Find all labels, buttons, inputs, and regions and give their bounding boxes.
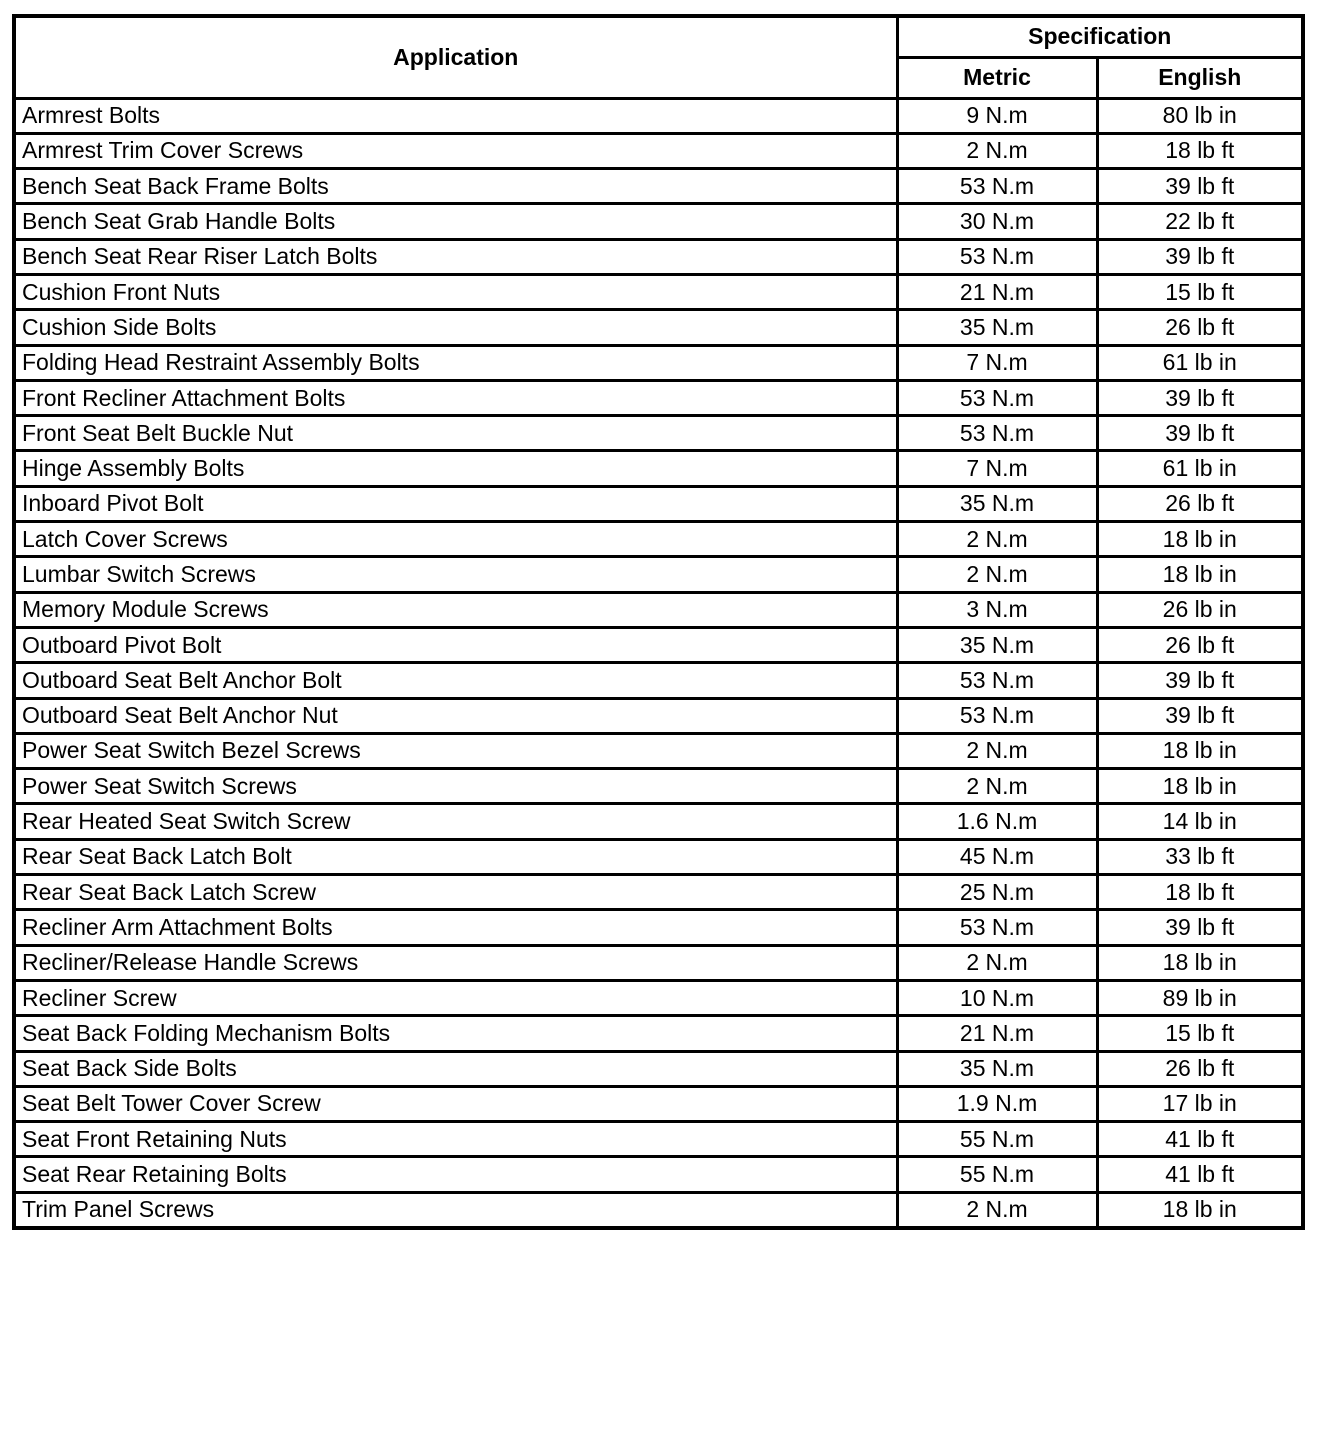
application-cell: Cushion Side Bolts — [14, 310, 897, 345]
table-header — [14, 16, 1303, 98]
metric-cell: 53 N.m — [897, 910, 1097, 945]
table-row — [14, 274, 1303, 309]
table-row — [14, 451, 1303, 486]
table-row — [14, 1192, 1303, 1227]
application-cell: Seat Belt Tower Cover Screw — [14, 1086, 897, 1121]
english-cell: 26 lb ft — [1097, 310, 1303, 345]
application-cell: Bench Seat Grab Handle Bolts — [14, 204, 897, 239]
english-cell: 41 lb ft — [1097, 1122, 1303, 1157]
table-row — [14, 380, 1303, 415]
english-cell: 89 lb in — [1097, 980, 1303, 1015]
application-cell: Seat Back Side Bolts — [14, 1051, 897, 1086]
metric-cell: 53 N.m — [897, 663, 1097, 698]
application-cell: Seat Back Folding Mechanism Bolts — [14, 1016, 897, 1051]
english-cell: 14 lb in — [1097, 804, 1303, 839]
metric-cell: 53 N.m — [897, 169, 1097, 204]
english-cell: 33 lb ft — [1097, 839, 1303, 874]
table-row — [14, 804, 1303, 839]
table-row — [14, 663, 1303, 698]
application-cell: Bench Seat Rear Riser Latch Bolts — [14, 239, 897, 274]
application-cell: Front Seat Belt Buckle Nut — [14, 416, 897, 451]
metric-cell: 2 N.m — [897, 1192, 1097, 1227]
table-row — [14, 1016, 1303, 1051]
table-row — [14, 839, 1303, 874]
metric-cell: 45 N.m — [897, 839, 1097, 874]
table-row — [14, 486, 1303, 521]
table-row — [14, 169, 1303, 204]
table-row — [14, 557, 1303, 592]
english-cell: 18 lb ft — [1097, 875, 1303, 910]
application-cell: Rear Seat Back Latch Screw — [14, 875, 897, 910]
table-row — [14, 204, 1303, 239]
english-cell: 26 lb ft — [1097, 486, 1303, 521]
header-specification: Specification — [897, 16, 1303, 57]
metric-cell: 2 N.m — [897, 557, 1097, 592]
table-row — [14, 733, 1303, 768]
metric-cell: 53 N.m — [897, 239, 1097, 274]
metric-cell: 7 N.m — [897, 345, 1097, 380]
table-row — [14, 522, 1303, 557]
metric-cell: 35 N.m — [897, 1051, 1097, 1086]
english-cell: 26 lb ft — [1097, 627, 1303, 662]
application-cell: Armrest Trim Cover Screws — [14, 133, 897, 168]
application-cell: Outboard Seat Belt Anchor Bolt — [14, 663, 897, 698]
application-cell: Power Seat Switch Screws — [14, 769, 897, 804]
english-cell: 18 lb in — [1097, 1192, 1303, 1227]
english-cell: 18 lb in — [1097, 945, 1303, 980]
application-cell: Cushion Front Nuts — [14, 274, 897, 309]
table-row — [14, 310, 1303, 345]
metric-cell: 35 N.m — [897, 310, 1097, 345]
metric-cell: 53 N.m — [897, 698, 1097, 733]
english-cell: 61 lb in — [1097, 345, 1303, 380]
application-cell: Bench Seat Back Frame Bolts — [14, 169, 897, 204]
metric-cell: 21 N.m — [897, 1016, 1097, 1051]
application-cell: Outboard Pivot Bolt — [14, 627, 897, 662]
metric-cell: 1.6 N.m — [897, 804, 1097, 839]
metric-cell: 53 N.m — [897, 416, 1097, 451]
english-cell: 26 lb ft — [1097, 1051, 1303, 1086]
metric-cell: 7 N.m — [897, 451, 1097, 486]
english-cell: 22 lb ft — [1097, 204, 1303, 239]
metric-cell: 55 N.m — [897, 1122, 1097, 1157]
metric-cell: 25 N.m — [897, 875, 1097, 910]
application-cell: Armrest Bolts — [14, 98, 897, 133]
metric-cell: 3 N.m — [897, 592, 1097, 627]
header-metric: Metric — [897, 57, 1097, 98]
application-cell: Front Recliner Attachment Bolts — [14, 380, 897, 415]
metric-cell: 2 N.m — [897, 733, 1097, 768]
application-cell: Outboard Seat Belt Anchor Nut — [14, 698, 897, 733]
header-english: English — [1097, 57, 1303, 98]
metric-cell: 35 N.m — [897, 627, 1097, 662]
torque-spec-table — [12, 14, 1305, 1230]
metric-cell: 55 N.m — [897, 1157, 1097, 1192]
table-row — [14, 698, 1303, 733]
english-cell: 41 lb ft — [1097, 1157, 1303, 1192]
application-cell: Folding Head Restraint Assembly Bolts — [14, 345, 897, 380]
table-row — [14, 1122, 1303, 1157]
application-cell: Seat Front Retaining Nuts — [14, 1122, 897, 1157]
english-cell: 17 lb in — [1097, 1086, 1303, 1121]
english-cell: 15 lb ft — [1097, 1016, 1303, 1051]
table-row — [14, 627, 1303, 662]
metric-cell: 9 N.m — [897, 98, 1097, 133]
table-row — [14, 1086, 1303, 1121]
table-row — [14, 1051, 1303, 1086]
application-cell: Memory Module Screws — [14, 592, 897, 627]
table-row — [14, 875, 1303, 910]
table-row — [14, 345, 1303, 380]
table-row — [14, 592, 1303, 627]
table-row — [14, 769, 1303, 804]
header-application: Application — [14, 16, 897, 98]
application-cell: Rear Seat Back Latch Bolt — [14, 839, 897, 874]
application-cell: Hinge Assembly Bolts — [14, 451, 897, 486]
english-cell: 15 lb ft — [1097, 274, 1303, 309]
application-cell: Recliner Arm Attachment Bolts — [14, 910, 897, 945]
metric-cell: 1.9 N.m — [897, 1086, 1097, 1121]
application-cell: Inboard Pivot Bolt — [14, 486, 897, 521]
english-cell: 39 lb ft — [1097, 698, 1303, 733]
application-cell: Rear Heated Seat Switch Screw — [14, 804, 897, 839]
english-cell: 18 lb in — [1097, 769, 1303, 804]
table-row — [14, 1157, 1303, 1192]
english-cell: 80 lb in — [1097, 98, 1303, 133]
metric-cell: 2 N.m — [897, 945, 1097, 980]
table-row — [14, 416, 1303, 451]
metric-cell: 2 N.m — [897, 522, 1097, 557]
english-cell: 39 lb ft — [1097, 169, 1303, 204]
application-cell: Lumbar Switch Screws — [14, 557, 897, 592]
application-cell: Recliner/Release Handle Screws — [14, 945, 897, 980]
table-row — [14, 945, 1303, 980]
table-body — [14, 98, 1303, 1228]
table-row — [14, 239, 1303, 274]
application-cell: Trim Panel Screws — [14, 1192, 897, 1227]
metric-cell: 2 N.m — [897, 769, 1097, 804]
metric-cell: 10 N.m — [897, 980, 1097, 1015]
header-row-top — [14, 16, 1303, 57]
english-cell: 39 lb ft — [1097, 910, 1303, 945]
application-cell: Seat Rear Retaining Bolts — [14, 1157, 897, 1192]
english-cell: 39 lb ft — [1097, 663, 1303, 698]
table-row — [14, 980, 1303, 1015]
english-cell: 39 lb ft — [1097, 416, 1303, 451]
english-cell: 18 lb ft — [1097, 133, 1303, 168]
table-row — [14, 910, 1303, 945]
metric-cell: 35 N.m — [897, 486, 1097, 521]
english-cell: 26 lb in — [1097, 592, 1303, 627]
metric-cell: 53 N.m — [897, 380, 1097, 415]
metric-cell: 21 N.m — [897, 274, 1097, 309]
table-row — [14, 133, 1303, 168]
english-cell: 18 lb in — [1097, 733, 1303, 768]
english-cell: 18 lb in — [1097, 557, 1303, 592]
english-cell: 61 lb in — [1097, 451, 1303, 486]
english-cell: 39 lb ft — [1097, 380, 1303, 415]
metric-cell: 2 N.m — [897, 133, 1097, 168]
english-cell: 18 lb in — [1097, 522, 1303, 557]
table-row — [14, 98, 1303, 133]
english-cell: 39 lb ft — [1097, 239, 1303, 274]
application-cell: Power Seat Switch Bezel Screws — [14, 733, 897, 768]
application-cell: Latch Cover Screws — [14, 522, 897, 557]
application-cell: Recliner Screw — [14, 980, 897, 1015]
metric-cell: 30 N.m — [897, 204, 1097, 239]
